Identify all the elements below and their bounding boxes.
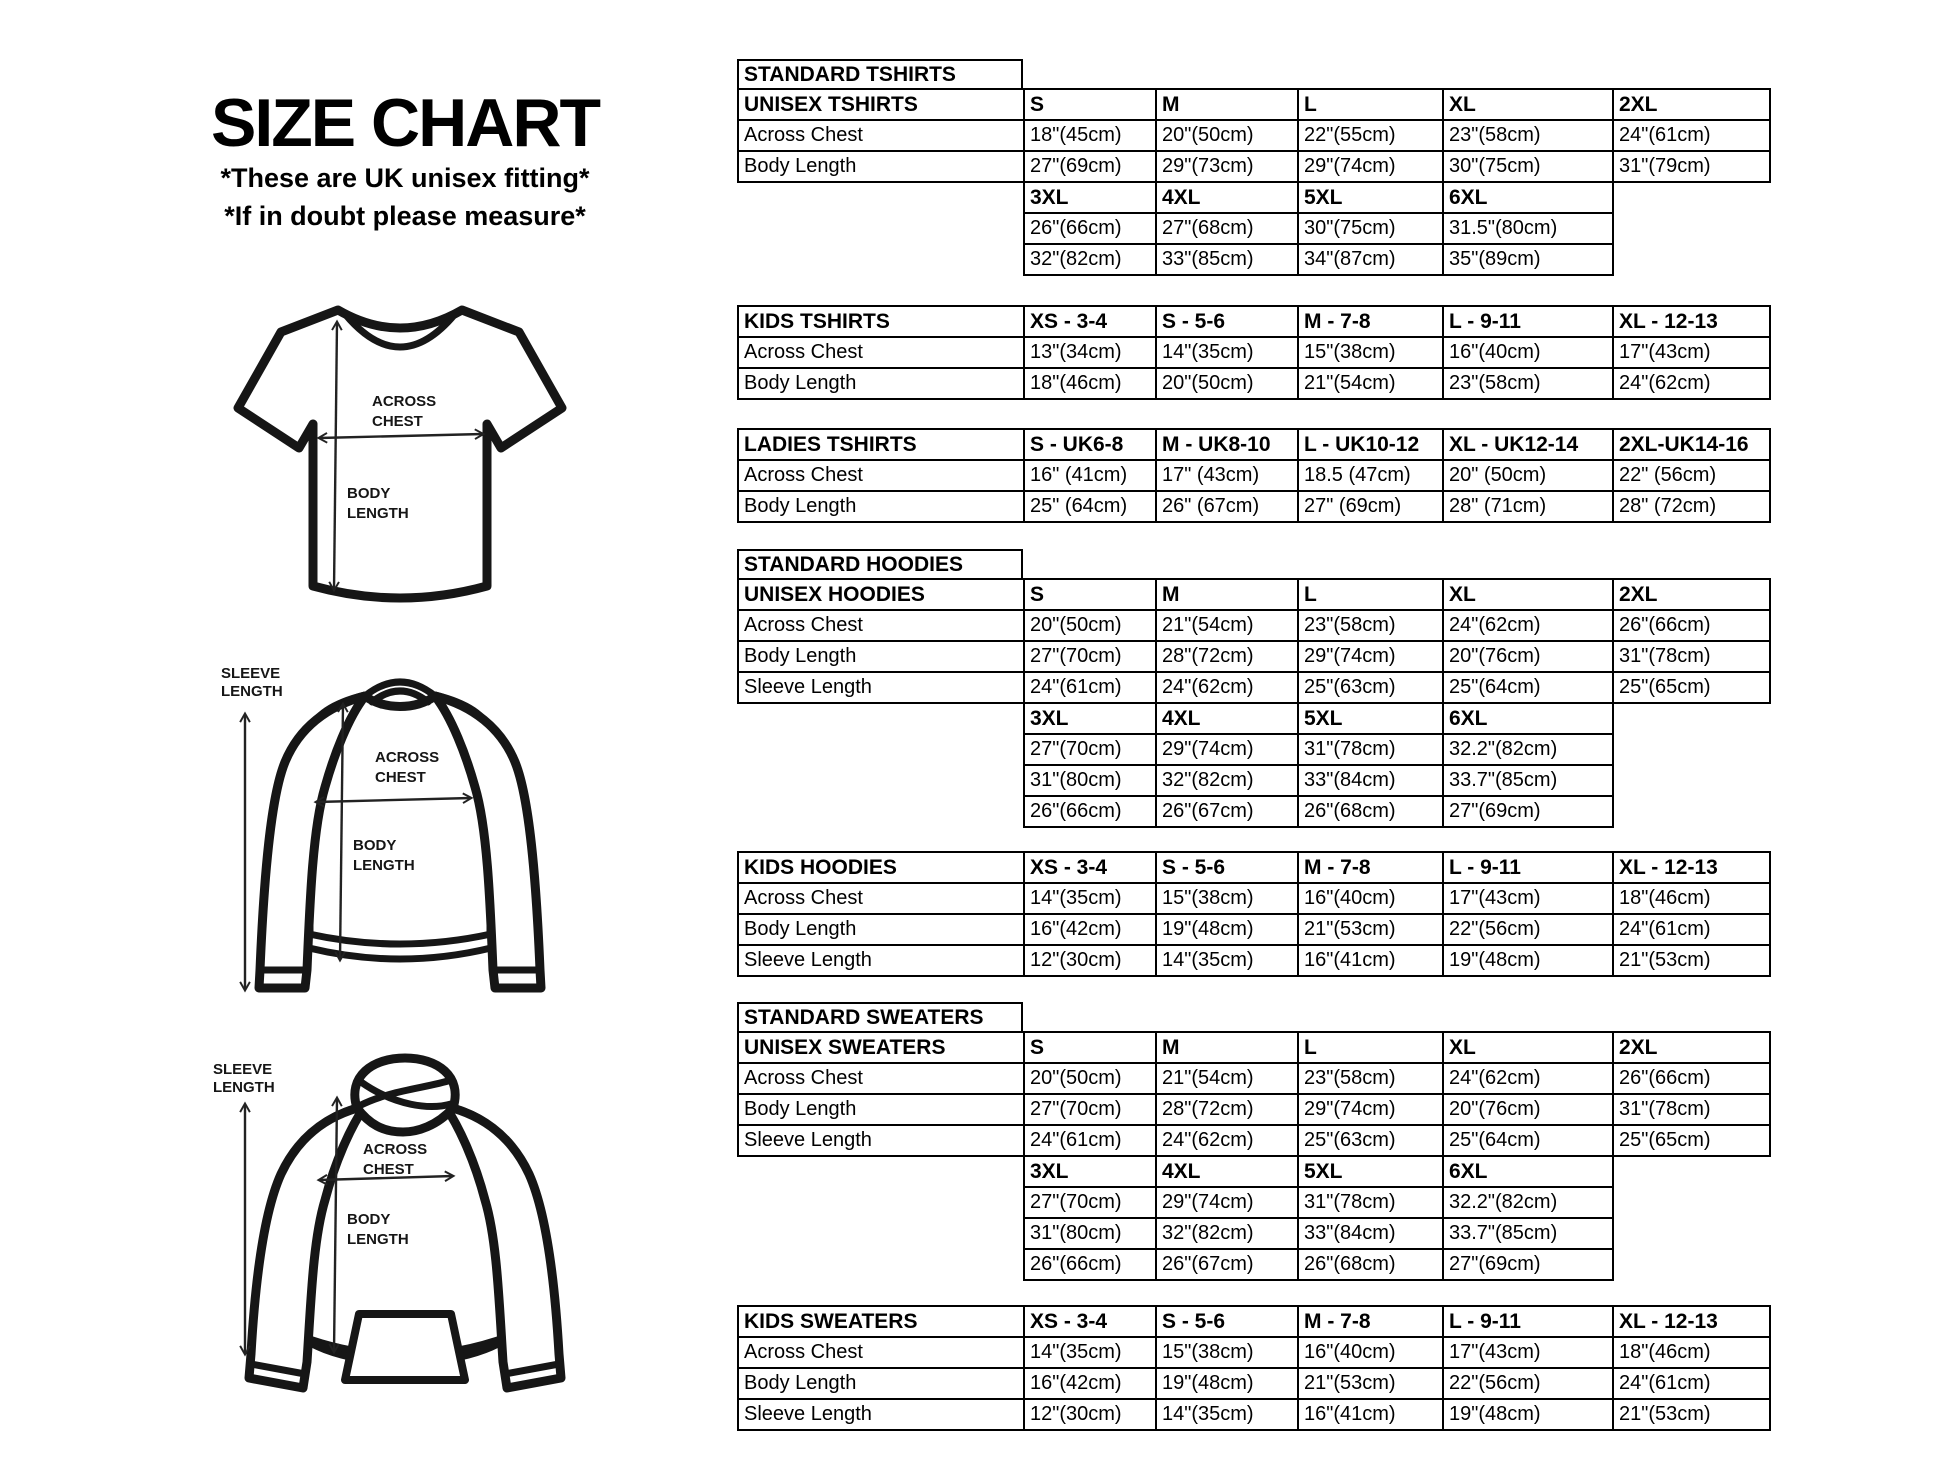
size-value: 25"(63cm): [1298, 1125, 1443, 1156]
size-value: 21"(53cm): [1298, 1368, 1443, 1399]
size-value: 33.7"(85cm): [1443, 765, 1613, 796]
row-label: Sleeve Length: [738, 945, 1024, 976]
column-header: 4XL: [1156, 182, 1298, 213]
column-header: L - 9-11: [1443, 1306, 1613, 1337]
size-value: 32"(82cm): [1024, 244, 1156, 275]
sleeve-length-label: LENGTH: [221, 683, 283, 700]
column-header: 3XL: [1024, 1156, 1156, 1187]
size-value: 25"(63cm): [1298, 672, 1443, 703]
column-header: 4XL: [1156, 703, 1298, 734]
size-value: 15"(38cm): [1156, 1337, 1298, 1368]
size-value: 32.2"(82cm): [1443, 734, 1613, 765]
size-value: 13"(34cm): [1024, 337, 1156, 368]
size-value: 24"(62cm): [1443, 1063, 1613, 1094]
column-header: 5XL: [1298, 1156, 1443, 1187]
size-value: 28" (71cm): [1443, 491, 1613, 522]
size-value: 26"(67cm): [1156, 1249, 1298, 1280]
size-value: 21"(53cm): [1613, 945, 1770, 976]
size-value: 28"(72cm): [1156, 641, 1298, 672]
column-header: L - 9-11: [1443, 306, 1613, 337]
size-value: 20"(50cm): [1156, 368, 1298, 399]
size-table: [737, 88, 1771, 183]
kids-tshirts-table: [737, 305, 1771, 400]
column-header: 6XL: [1443, 182, 1613, 213]
sweater-diagram: [215, 652, 585, 1012]
body-length-label: BODY: [347, 485, 391, 502]
size-value: 27" (69cm): [1298, 491, 1443, 522]
size-table: [737, 1031, 1771, 1157]
size-value: 30"(75cm): [1443, 151, 1613, 182]
size-table: [737, 851, 1771, 977]
size-value: 16" (41cm): [1024, 460, 1156, 491]
row-label: Across Chest: [738, 883, 1024, 914]
data-row: [738, 1368, 1770, 1399]
header-row: [738, 852, 1770, 883]
size-value: 12"(30cm): [1024, 1399, 1156, 1430]
title-block: [185, 85, 625, 235]
size-value: 31"(78cm): [1298, 1187, 1443, 1218]
size-value: 18"(46cm): [1613, 1337, 1770, 1368]
size-value: 16"(42cm): [1024, 1368, 1156, 1399]
column-header: XL: [1443, 579, 1613, 610]
data-row: [1024, 1187, 1613, 1218]
row-label: Across Chest: [738, 337, 1024, 368]
size-ext-table: [1023, 181, 1614, 276]
body-length-label: BODY: [353, 837, 397, 854]
size-value: 27"(70cm): [1024, 1094, 1156, 1125]
across-chest-label: ACROSS: [363, 1141, 428, 1158]
size-value: 29"(74cm): [1156, 1187, 1298, 1218]
row-label: Across Chest: [738, 1063, 1024, 1094]
column-header: 4XL: [1156, 1156, 1298, 1187]
size-value: 26"(66cm): [1024, 796, 1156, 827]
column-header: M - 7-8: [1298, 852, 1443, 883]
size-value: 25"(65cm): [1613, 1125, 1770, 1156]
subtitle-line-1: *These are UK unisex fitting*: [220, 163, 590, 194]
column-header: 6XL: [1443, 1156, 1613, 1187]
column-header: 3XL: [1024, 182, 1156, 213]
data-row: [1024, 1249, 1613, 1280]
column-header: M: [1156, 89, 1298, 120]
size-value: 27"(70cm): [1024, 641, 1156, 672]
size-value: 24"(62cm): [1156, 1125, 1298, 1156]
ext-header-row: [1024, 1156, 1613, 1187]
row-label: Sleeve Length: [738, 672, 1024, 703]
size-value: 16"(41cm): [1298, 945, 1443, 976]
column-header: S - UK6-8: [1024, 429, 1156, 460]
data-row: [1024, 1218, 1613, 1249]
size-value: 25" (64cm): [1024, 491, 1156, 522]
size-value: 24"(61cm): [1613, 914, 1770, 945]
column-header: M: [1156, 579, 1298, 610]
tshirt-diagram: [225, 288, 575, 628]
column-header: XL: [1443, 89, 1613, 120]
header-row: [738, 306, 1770, 337]
row-label: Sleeve Length: [738, 1399, 1024, 1430]
size-value: 25"(64cm): [1443, 672, 1613, 703]
hoodie-hood-drawing: [355, 1058, 455, 1132]
data-row: [1024, 734, 1613, 765]
size-value: 21"(53cm): [1298, 914, 1443, 945]
column-header: L: [1298, 579, 1443, 610]
column-header: M - UK8-10: [1156, 429, 1298, 460]
size-value: 34"(87cm): [1298, 244, 1443, 275]
column-header: 6XL: [1443, 703, 1613, 734]
data-row: [738, 1094, 1770, 1125]
row-label: Sleeve Length: [738, 1125, 1024, 1156]
size-value: 28" (72cm): [1613, 491, 1770, 522]
size-value: 26"(68cm): [1298, 796, 1443, 827]
sleeve-length-label: LENGTH: [213, 1079, 275, 1096]
data-row: [1024, 244, 1613, 275]
size-value: 22"(56cm): [1443, 914, 1613, 945]
hoodie-pocket: [345, 1314, 465, 1380]
sleeve-length-label: SLEEVE: [221, 665, 281, 682]
size-value: 20"(50cm): [1024, 610, 1156, 641]
size-ext-table: [1023, 702, 1614, 828]
column-header: L - 9-11: [1443, 852, 1613, 883]
size-value: 24"(61cm): [1613, 120, 1770, 151]
column-header: XL - UK12-14: [1443, 429, 1613, 460]
section-title: STANDARD SWEATERS: [737, 1002, 1023, 1033]
column-header: XL - 12-13: [1613, 306, 1770, 337]
size-value: 33"(84cm): [1298, 765, 1443, 796]
size-value: 27"(68cm): [1156, 213, 1298, 244]
size-value: 26"(66cm): [1024, 1249, 1156, 1280]
column-header: L - UK10-12: [1298, 429, 1443, 460]
size-value: 16"(40cm): [1298, 1337, 1443, 1368]
across-chest-label: ACROSS: [372, 393, 437, 410]
size-value: 14"(35cm): [1156, 1399, 1298, 1430]
size-value: 26"(66cm): [1613, 1063, 1770, 1094]
row-label: Body Length: [738, 151, 1024, 182]
size-value: 17"(43cm): [1443, 1337, 1613, 1368]
size-value: 31"(80cm): [1024, 765, 1156, 796]
column-header: S: [1024, 579, 1156, 610]
size-value: 16"(41cm): [1298, 1399, 1443, 1430]
size-value: 22"(56cm): [1443, 1368, 1613, 1399]
size-value: 31"(78cm): [1613, 641, 1770, 672]
column-header: KIDS SWEATERS: [738, 1306, 1024, 1337]
size-value: 21"(53cm): [1613, 1399, 1770, 1430]
column-header: 5XL: [1298, 182, 1443, 213]
size-value: 14"(35cm): [1024, 883, 1156, 914]
row-label: Across Chest: [738, 460, 1024, 491]
row-label: Across Chest: [738, 120, 1024, 151]
column-header: 2XL: [1613, 1032, 1770, 1063]
column-header: XL: [1443, 1032, 1613, 1063]
size-value: 27"(70cm): [1024, 734, 1156, 765]
size-table: [737, 1305, 1771, 1431]
size-value: 21"(54cm): [1298, 368, 1443, 399]
size-value: 17"(43cm): [1443, 883, 1613, 914]
body-length-label: LENGTH: [353, 857, 415, 874]
size-value: 21"(54cm): [1156, 610, 1298, 641]
column-header: XS - 3-4: [1024, 1306, 1156, 1337]
data-row: [1024, 213, 1613, 244]
column-header: 2XL: [1613, 89, 1770, 120]
column-header: XS - 3-4: [1024, 306, 1156, 337]
size-value: 14"(35cm): [1156, 337, 1298, 368]
hoodie-diagram: [205, 1048, 595, 1448]
data-row: [738, 883, 1770, 914]
header-row: [738, 579, 1770, 610]
row-label: Body Length: [738, 1094, 1024, 1125]
size-value: 15"(38cm): [1156, 883, 1298, 914]
size-table: [737, 305, 1771, 400]
column-header: S - 5-6: [1156, 1306, 1298, 1337]
size-value: 20" (50cm): [1443, 460, 1613, 491]
tshirt-drawing: [238, 310, 562, 598]
size-value: 19"(48cm): [1156, 1368, 1298, 1399]
size-value: 24"(61cm): [1024, 672, 1156, 703]
column-header: S - 5-6: [1156, 852, 1298, 883]
size-value: 28"(72cm): [1156, 1094, 1298, 1125]
column-header: KIDS TSHIRTS: [738, 306, 1024, 337]
size-value: 33"(85cm): [1156, 244, 1298, 275]
data-row: [738, 610, 1770, 641]
size-value: 23"(58cm): [1443, 368, 1613, 399]
size-value: 25"(64cm): [1443, 1125, 1613, 1156]
ext-header-row: [1024, 703, 1613, 734]
data-row: [738, 945, 1770, 976]
size-value: 17" (43cm): [1156, 460, 1298, 491]
size-value: 31"(79cm): [1613, 151, 1770, 182]
data-row: [738, 368, 1770, 399]
standard-tshirts-table: [737, 59, 1771, 276]
size-value: 14"(35cm): [1024, 1337, 1156, 1368]
body-length-label: BODY: [347, 1211, 391, 1228]
row-label: Body Length: [738, 491, 1024, 522]
across-chest-label: CHEST: [375, 769, 426, 786]
size-value: 24"(62cm): [1613, 368, 1770, 399]
size-value: 31"(78cm): [1613, 1094, 1770, 1125]
column-header: M: [1156, 1032, 1298, 1063]
size-value: 23"(58cm): [1443, 120, 1613, 151]
column-header: UNISEX TSHIRTS: [738, 89, 1024, 120]
size-value: 31"(80cm): [1024, 1218, 1156, 1249]
across-chest-label: CHEST: [363, 1161, 414, 1178]
size-value: 26"(67cm): [1156, 796, 1298, 827]
size-value: 27"(69cm): [1024, 151, 1156, 182]
size-value: 18"(45cm): [1024, 120, 1156, 151]
size-value: 29"(74cm): [1298, 151, 1443, 182]
standard-sweaters-table: [737, 1002, 1771, 1281]
ladies-tshirts-table: [737, 428, 1771, 523]
size-value: 22"(55cm): [1298, 120, 1443, 151]
kids-hoodies-table: [737, 851, 1771, 977]
size-value: 29"(74cm): [1298, 1094, 1443, 1125]
size-value: 12"(30cm): [1024, 945, 1156, 976]
header-row: [738, 429, 1770, 460]
row-label: Across Chest: [738, 610, 1024, 641]
size-table: [737, 428, 1771, 523]
header-row: [738, 89, 1770, 120]
size-value: 14"(35cm): [1156, 945, 1298, 976]
size-value: 16"(40cm): [1298, 883, 1443, 914]
column-header: XL - 12-13: [1613, 852, 1770, 883]
size-ext-table: [1023, 1155, 1614, 1281]
across-chest-label: CHEST: [372, 413, 423, 430]
row-label: Body Length: [738, 914, 1024, 945]
size-value: 20"(76cm): [1443, 641, 1613, 672]
size-value: 32.2"(82cm): [1443, 1187, 1613, 1218]
size-value: 19"(48cm): [1443, 1399, 1613, 1430]
column-header: UNISEX SWEATERS: [738, 1032, 1024, 1063]
column-header: LADIES TSHIRTS: [738, 429, 1024, 460]
section-title: STANDARD TSHIRTS: [737, 59, 1023, 90]
size-value: 26"(68cm): [1298, 1249, 1443, 1280]
column-header: KIDS HOODIES: [738, 852, 1024, 883]
data-row: [738, 1063, 1770, 1094]
size-value: 18"(46cm): [1024, 368, 1156, 399]
standard-hoodies-table: [737, 549, 1771, 828]
size-value: 17"(43cm): [1613, 337, 1770, 368]
data-row: [738, 1337, 1770, 1368]
header-row: [738, 1306, 1770, 1337]
size-value: 33.7"(85cm): [1443, 1218, 1613, 1249]
data-row: [738, 1125, 1770, 1156]
data-row: [738, 641, 1770, 672]
size-value: 32"(82cm): [1156, 765, 1298, 796]
size-value: 16"(40cm): [1443, 337, 1613, 368]
data-row: [738, 120, 1770, 151]
size-value: 26"(66cm): [1024, 213, 1156, 244]
size-value: 27"(70cm): [1024, 1187, 1156, 1218]
subtitle-line-2: *If in doubt please measure*: [224, 201, 586, 232]
data-row: [738, 914, 1770, 945]
sweater-collar-line: [365, 682, 435, 702]
size-value: 29"(73cm): [1156, 151, 1298, 182]
ext-header-row: [1024, 182, 1613, 213]
size-value: 24"(62cm): [1443, 610, 1613, 641]
size-value: 26"(66cm): [1613, 610, 1770, 641]
size-value: 25"(65cm): [1613, 672, 1770, 703]
size-value: 19"(48cm): [1156, 914, 1298, 945]
row-label: Body Length: [738, 1368, 1024, 1399]
size-value: 16"(42cm): [1024, 914, 1156, 945]
size-value: 19"(48cm): [1443, 945, 1613, 976]
data-row: [738, 1399, 1770, 1430]
size-value: 22" (56cm): [1613, 460, 1770, 491]
column-header: M - 7-8: [1298, 1306, 1443, 1337]
kids-sweaters-table: [737, 1305, 1771, 1431]
size-value: 24"(61cm): [1613, 1368, 1770, 1399]
row-label: Body Length: [738, 368, 1024, 399]
column-header: XL - 12-13: [1613, 1306, 1770, 1337]
column-header: UNISEX HOODIES: [738, 579, 1024, 610]
data-row: [738, 151, 1770, 182]
size-value: 29"(74cm): [1298, 641, 1443, 672]
size-value: 24"(61cm): [1024, 1125, 1156, 1156]
column-header: S: [1024, 1032, 1156, 1063]
page-title: SIZE CHART: [211, 85, 599, 161]
size-value: 21"(54cm): [1156, 1063, 1298, 1094]
column-header: 2XL-UK14-16: [1613, 429, 1770, 460]
body-length-label: LENGTH: [347, 505, 409, 522]
row-label: Body Length: [738, 641, 1024, 672]
size-value: 33"(84cm): [1298, 1218, 1443, 1249]
size-value: 15"(38cm): [1298, 337, 1443, 368]
header-row: [738, 1032, 1770, 1063]
column-header: L: [1298, 1032, 1443, 1063]
size-value: 35"(89cm): [1443, 244, 1613, 275]
size-value: 31.5"(80cm): [1443, 213, 1613, 244]
size-value: 26" (67cm): [1156, 491, 1298, 522]
sleeve-length-label: SLEEVE: [213, 1061, 273, 1078]
size-value: 30"(75cm): [1298, 213, 1443, 244]
size-value: 31"(78cm): [1298, 734, 1443, 765]
data-row: [738, 491, 1770, 522]
data-row: [1024, 796, 1613, 827]
size-value: 18.5 (47cm): [1298, 460, 1443, 491]
column-header: M - 7-8: [1298, 306, 1443, 337]
size-value: 32"(82cm): [1156, 1218, 1298, 1249]
column-header: S - 5-6: [1156, 306, 1298, 337]
section-title: STANDARD HOODIES: [737, 549, 1023, 580]
size-value: 23"(58cm): [1298, 1063, 1443, 1094]
column-header: 5XL: [1298, 703, 1443, 734]
data-row: [738, 460, 1770, 491]
body-length-label: LENGTH: [347, 1231, 409, 1248]
size-table: [737, 578, 1771, 704]
data-row: [1024, 765, 1613, 796]
size-value: 20"(50cm): [1156, 120, 1298, 151]
data-row: [738, 337, 1770, 368]
column-header: L: [1298, 89, 1443, 120]
row-label: Across Chest: [738, 1337, 1024, 1368]
size-value: 23"(58cm): [1298, 610, 1443, 641]
column-header: XS - 3-4: [1024, 852, 1156, 883]
size-value: 18"(46cm): [1613, 883, 1770, 914]
size-value: 20"(50cm): [1024, 1063, 1156, 1094]
across-chest-label: ACROSS: [375, 749, 440, 766]
column-header: 2XL: [1613, 579, 1770, 610]
size-value: 27"(69cm): [1443, 796, 1613, 827]
size-value: 24"(62cm): [1156, 672, 1298, 703]
size-value: 20"(76cm): [1443, 1094, 1613, 1125]
column-header: 3XL: [1024, 703, 1156, 734]
size-value: 29"(74cm): [1156, 734, 1298, 765]
column-header: S: [1024, 89, 1156, 120]
size-value: 27"(69cm): [1443, 1249, 1613, 1280]
data-row: [738, 672, 1770, 703]
